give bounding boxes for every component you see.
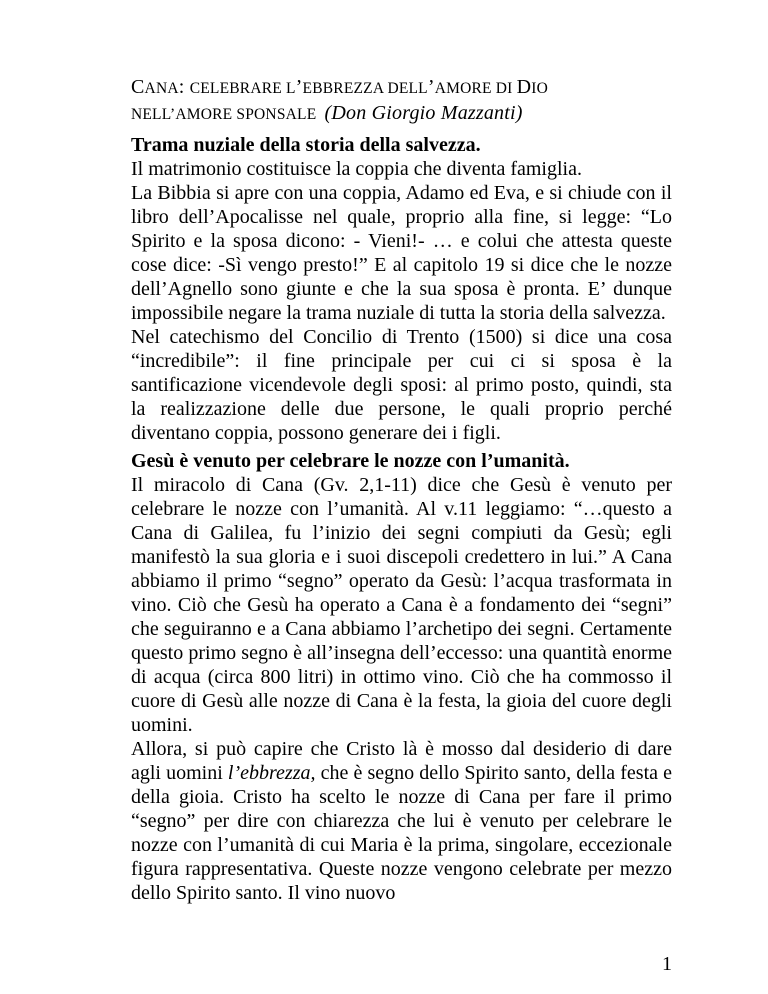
paragraph [131,157,672,181]
title-segment: CELEBRARE L [189,80,296,97]
text-run: l’ebbrezza, [227,762,316,784]
paragraph [131,325,672,445]
title-segment: ’ [295,76,303,98]
paragraph [131,473,672,737]
text-run: La Bibbia si apre con una coppia, Adamo ed Eva, e si chiude con il libro dell’Apocalisse nel quale, proprio alla fine, si legge: “Lo Spirito e la sposa dicono: - Vieni!- … e colui che attesta queste cose dice: -Sì vengo presto!” E al capitolo 19 si dice che le nozze dell’Agnello sono giunte e che la sua sposa è pronta. E’ dunque impossibile negare la trama nuziale di tutta la storia della salvezza. [131,182,672,324]
text-run: Nel catechismo del Concilio di Trento (1500) si dice una cosa “incredibile”: il fine principale per cui ci si sposa è la santificazione vicendevole degli sposi: al primo posto, quindi, sta la realizzazione delle due persone, le quali proprio perché diventano coppia, possono generare dei i figli. [131,326,672,444]
title-segment: : [178,76,190,98]
section [131,449,672,905]
author: (Don Giorgio Mazzanti) [324,102,523,124]
paragraph [131,181,672,325]
title-segment: C [131,76,145,98]
title-segment: AMORE DI [434,80,517,97]
paragraph [131,737,672,905]
text-run: Il matrimonio costituisce la coppia che diventa famiglia. [131,158,582,180]
title-caps: NELL’AMORE SPONSALE [131,106,317,123]
document-body [131,133,672,905]
section-heading: Trama nuziale della storia della salvezza. [131,134,481,156]
section-heading: Gesù è venuto per celebrare le nozze con l’umanità. [131,450,570,472]
title-segment: IO [531,80,549,97]
section [131,133,672,445]
text-run: che è segno dello Spirito santo, della festa e della gioia. Cristo ha scelto le nozze di Cana per fare il primo “segno” per dire con chiarezza che lui è venuto per celebrare le nozze con l’umanità di cui Maria è la prima, singolare, eccezionale figura rappresentativa. Queste nozze vengono celebrate per mezzo dello Spirito santo. Il vino nuovo [131,762,672,904]
title-segment: ’ [427,76,435,98]
title-line-1 [131,75,672,101]
title-segment: D [516,76,532,98]
page-number: 1 [662,953,672,975]
text-run: Allora, si può capire che Cristo là è mosso dal desiderio di dare agli uomini [131,738,672,784]
text-run: Il miracolo di Cana (Gv. 2,1-11) dice che Gesù è venuto per celebrare le nozze con l’umanità. Al v.11 leggiamo: “…questo a Cana di Galilea, fu l’inizio dei segni compiuti da Gesù; egli manifestò la sua gloria e i suoi discepoli credettero in lui.” A Cana abbiamo il primo “segno” operato da Gesù: l’acqua trasformata in vino. Ciò che Gesù ha operato a Cana è a fondamento dei “segni” che seguiranno e a Cana abbiamo l’archetipo dei segni. Certamente questo primo segno è all’insegna dell’eccesso: una quantità enorme di acqua (circa 800 litri) in ottimo vino. Ciò che ha commosso il cuore di Gesù alle nozze di Cana è la festa, la gioia del cuore degli uomini. [131,474,672,736]
document-title [131,75,672,127]
title-line-2 [131,101,672,127]
title-segment: ANA [144,80,179,97]
title-segment: EBBREZZA DELL [302,80,428,97]
